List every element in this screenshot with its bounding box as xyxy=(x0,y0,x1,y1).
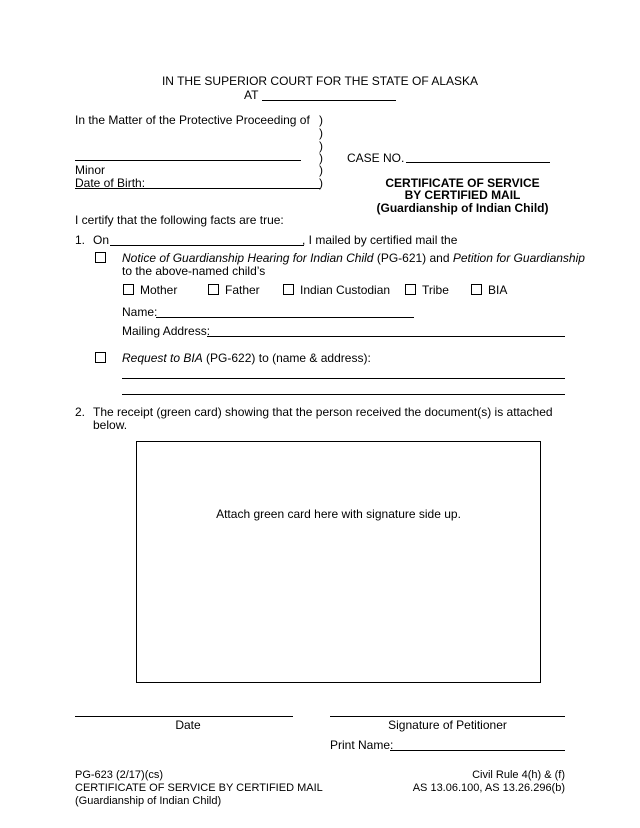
at-location-field[interactable] xyxy=(262,100,396,101)
certify-statement: I certify that the following facts are true: xyxy=(75,213,284,227)
tribe-checkbox[interactable] xyxy=(405,284,416,295)
mother-checkbox[interactable] xyxy=(123,284,134,295)
request-bia-checkbox[interactable] xyxy=(95,352,106,363)
father-label: Father xyxy=(225,283,260,297)
title-line-2: BY CERTIFIED MAIL xyxy=(404,188,521,202)
statutes: AS 13.06.100, AS 13.26.296(b) xyxy=(412,782,565,794)
notice-checkbox[interactable] xyxy=(95,252,106,263)
request-bia-text xyxy=(122,351,371,365)
item-2-number: 2. xyxy=(75,405,86,419)
item-1-number: 1. xyxy=(75,233,86,247)
item-1-mailed-text: , I mailed by certified mail the xyxy=(302,233,458,247)
minor-name-field[interactable] xyxy=(75,160,301,161)
matter-label: In the Matter of the Protective Proceeding of xyxy=(75,113,310,127)
green-card-attachment-box[interactable] xyxy=(136,441,541,683)
tribe-label: Tribe xyxy=(422,283,449,297)
father-checkbox[interactable] xyxy=(208,284,219,295)
caption-paren: ) xyxy=(319,163,323,177)
attach-instruction: Attach green card here with signature side up. xyxy=(216,507,461,521)
date-label: Date xyxy=(175,718,201,732)
indian-custodian-label: Indian Custodian xyxy=(300,283,391,297)
to-child-text: to the above-named child’s xyxy=(122,264,266,278)
signature-label: Signature of Petitioner xyxy=(388,718,507,732)
bia-label: BIA xyxy=(488,283,508,297)
item-2-text-line-2: below. xyxy=(93,418,128,432)
caption-paren: ) xyxy=(319,139,323,153)
form-subtitle: (Guardianship of Indian Child) xyxy=(75,795,222,807)
caption-paren: ) xyxy=(319,113,323,127)
bia-address-field-2[interactable] xyxy=(122,394,565,395)
caption-paren: ) xyxy=(319,151,323,165)
form-number: PG-623 (2/17)(cs) xyxy=(75,769,164,781)
mail-date-field[interactable] xyxy=(110,245,304,246)
signature-field[interactable] xyxy=(330,716,565,717)
minor-label: Minor xyxy=(75,163,106,177)
dob-label: Date of Birth: xyxy=(75,176,146,190)
notice-document-name: Notice of Guardianship Hearing for Indian Child xyxy=(122,251,374,265)
name-field[interactable] xyxy=(156,317,414,318)
indian-custodian-checkbox[interactable] xyxy=(283,284,294,295)
item-1-on-label: On xyxy=(93,233,110,247)
item-2-text-line-1: The receipt (green card) showing that the person received the document(s) is attached xyxy=(93,405,553,419)
mailing-address-label: Mailing Address: xyxy=(122,324,211,338)
print-name-label: Print Name: xyxy=(330,738,394,752)
case-no-label: CASE NO. xyxy=(347,151,405,165)
court-heading: IN THE SUPERIOR COURT FOR THE STATE OF ALASKA xyxy=(161,74,479,88)
caption-paren: ) xyxy=(319,126,323,140)
at-label: AT xyxy=(244,88,259,102)
title-line-1: CERTIFICATE OF SERVICE xyxy=(385,176,540,190)
name-label: Name: xyxy=(122,305,158,319)
request-bia-document-name: Request to BIA xyxy=(122,351,203,365)
bia-checkbox[interactable] xyxy=(471,284,482,295)
mother-label: Mother xyxy=(140,283,178,297)
request-bia-form-number: (PG-622) to (name & address): xyxy=(202,351,371,365)
notice-form-number: (PG-621) and xyxy=(373,251,453,265)
civil-rule: Civil Rule 4(h) & (f) xyxy=(472,769,565,781)
petition-document-name: Petition for Guardianship xyxy=(452,251,585,265)
notice-documents-text xyxy=(122,251,585,265)
date-field[interactable] xyxy=(75,716,293,717)
mailing-address-field[interactable] xyxy=(207,336,565,337)
caption-paren: ) xyxy=(319,176,323,190)
form-title: CERTIFICATE OF SERVICE BY CERTIFIED MAIL xyxy=(75,782,323,794)
print-name-field[interactable] xyxy=(390,750,565,751)
dob-field[interactable] xyxy=(144,188,320,189)
title-line-3: (Guardianship of Indian Child) xyxy=(376,201,549,215)
case-no-field[interactable] xyxy=(406,162,550,163)
bia-address-field-1[interactable] xyxy=(122,378,565,379)
